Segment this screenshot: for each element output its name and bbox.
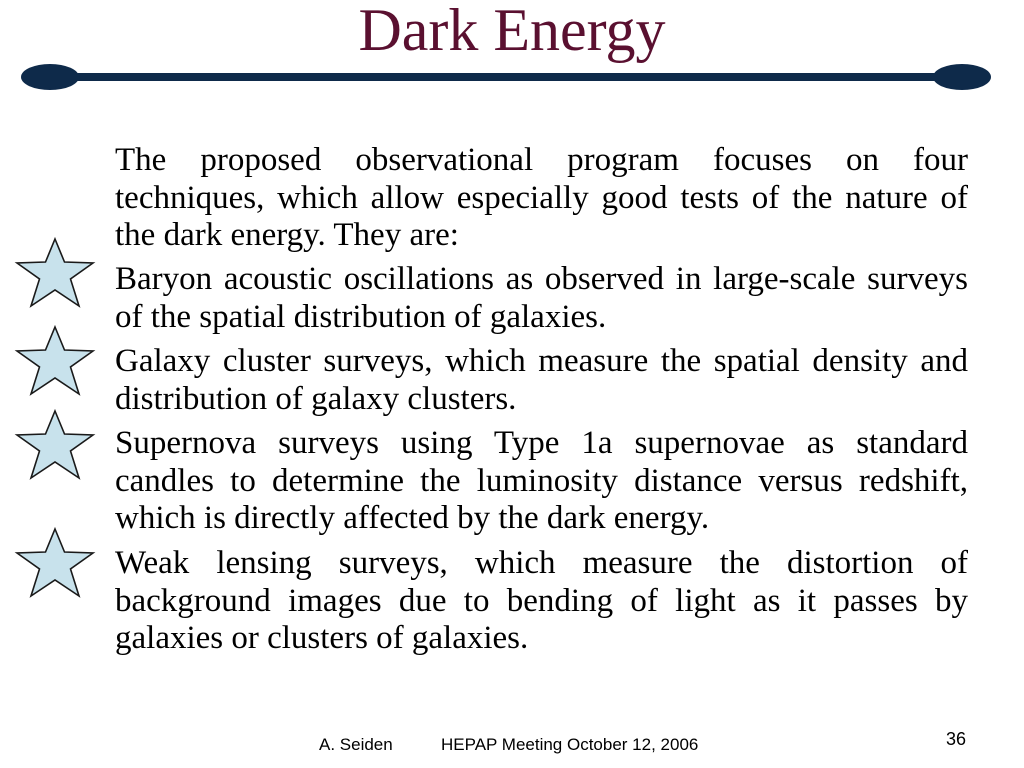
title-divider bbox=[20, 62, 992, 92]
slide-title: Dark Energy bbox=[358, 0, 666, 63]
bullet-supernova-surveys: Supernova surveys using Type 1a supernovae as standard candles to determine the luminosity distance versus redshift, which is directly affected by the dark energy. bbox=[115, 425, 968, 536]
page-number: 36 bbox=[946, 729, 967, 749]
bullet-galaxy-cluster-surveys: Galaxy cluster surveys, which measure the spatial density and distribution of galaxy clusters. bbox=[115, 343, 968, 417]
star-icon bbox=[14, 236, 96, 310]
intro-paragraph: The proposed observational program focuses on four techniques, which allow especially good tests of the nature of the dark energy. They are: bbox=[115, 142, 968, 253]
star-icon bbox=[14, 526, 96, 600]
bullet-weak-lensing-surveys: Weak lensing surveys, which measure the distortion of background images due to bending of light as it passes by galaxies or clusters of galaxies. bbox=[115, 545, 968, 656]
star-icon bbox=[14, 324, 96, 398]
footer-meeting: HEPAP Meeting October 12, 2006 bbox=[441, 735, 699, 754]
bullet-baryon-acoustic-oscillations: Baryon acoustic oscillations as observed in large-scale surveys of the spatial distribution of galaxies. bbox=[115, 261, 968, 335]
footer-author: A. Seiden bbox=[319, 735, 393, 754]
star-icon bbox=[14, 408, 96, 482]
